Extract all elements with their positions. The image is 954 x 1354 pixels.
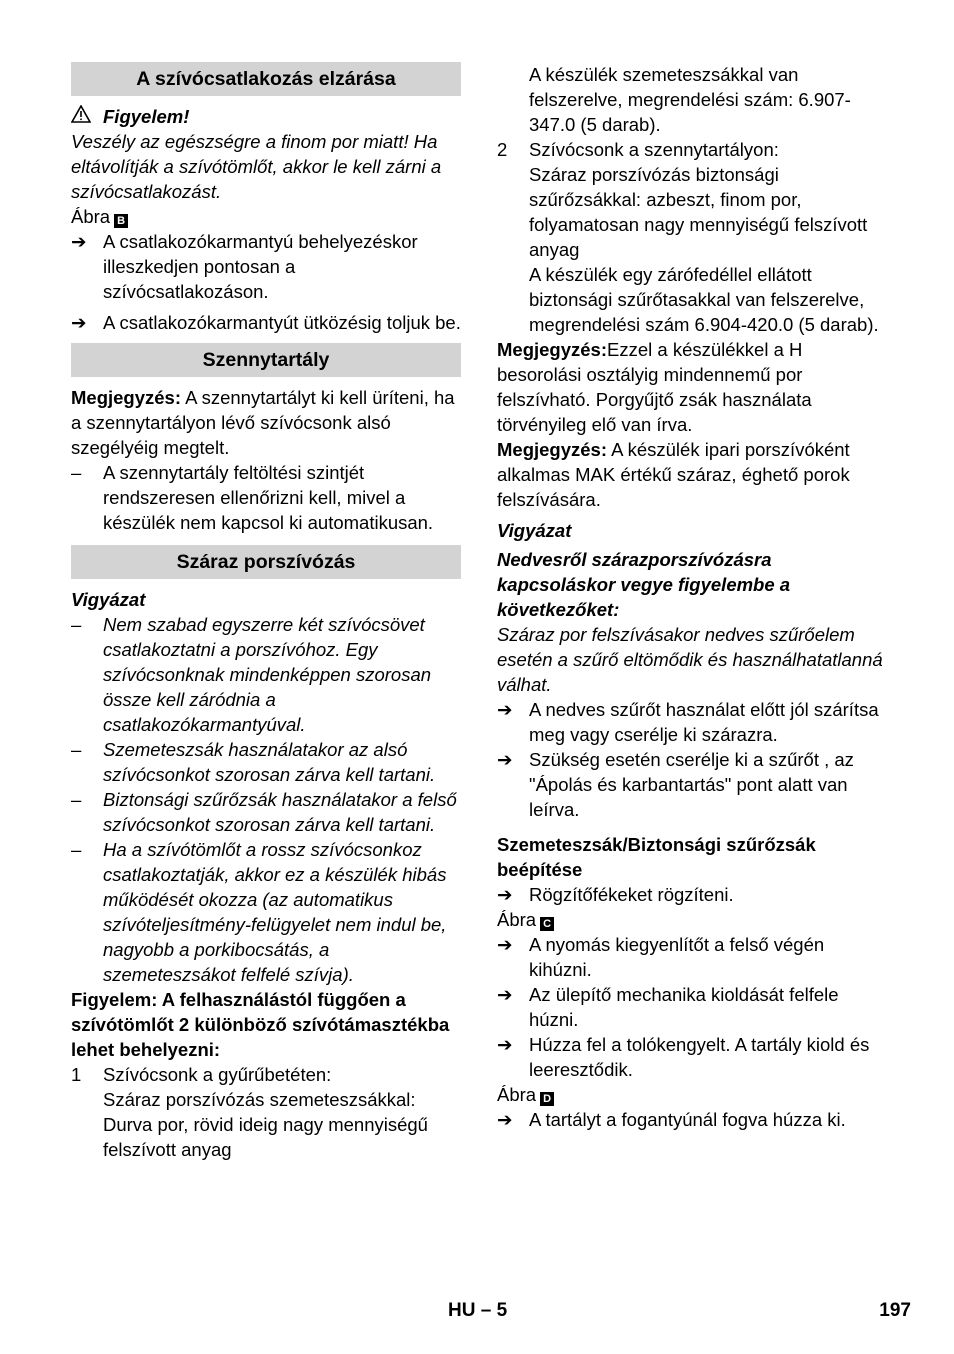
numbered-item-text: Száraz porszívózás szemeteszsákkal: Durva por, rövid ideig nagy mennyiségű felszívott anyag <box>103 1089 428 1160</box>
list-item: – Ha a szívótömlőt a rossz szívócsonkoz csatlakoztatják, akkor ez a készülék hibás működését okozza (az automatikus szívóteljesítmény-felügyelet nem indul be, nagyobb a porkibocsátás, a szemeteszsákot felfelé szívja). <box>71 839 447 985</box>
warning-text: Veszély az egészségre a finom por miatt! Ha eltávolítják a szívótömlőt, akkor le kell zárni a szívócsatlakozást. <box>71 131 442 202</box>
numbered-item: 2 Szívócsonk a szennytartályon: <box>497 139 779 160</box>
section-heading-dirt-tank: Szennytartály <box>71 343 461 377</box>
numbered-item-text: Száraz porszívózás biztonsági szűrőzsákkal: azbeszt, finom por, folyamatosan nagy mennyiségű felszívott anyag <box>529 164 868 260</box>
list-item: ➔ Az ülepítő mechanika kioldását felfele húzni. <box>497 984 839 1030</box>
dash-icon: – <box>71 739 82 760</box>
dash-icon: – <box>71 462 82 483</box>
continued-text: A készülék szemeteszsákkal van felszerelve, megrendelési szám: 6.907-347.0 (5 darab). <box>529 64 851 135</box>
caution-bold: Nedvesről szárazporszívózásra kapcsoláskor vegye figyelembe a következőket: <box>497 549 791 620</box>
list-item: – Nem szabad egyszerre két szívócsövet csatlakoztatni a porszívóhoz. Egy szívócsonknak mindenképpen szorosan össze kell záródnia a csatlakozókarmantyúval. <box>71 614 432 735</box>
warning-triangle-icon <box>71 105 91 123</box>
arrow-icon: ➔ <box>497 984 513 1005</box>
caution-title: Vigyázat <box>497 520 572 541</box>
footer-section-label: HU – 5 <box>448 1300 508 1321</box>
warning-title: Figyelem! <box>103 106 190 127</box>
list-item: ➔ A nyomás kiegyenlítőt a felső végén kihúzni. <box>497 934 825 980</box>
subheading-bag-install: Szemeteszsák/Biztonsági szűrőzsák beépítése <box>497 834 816 880</box>
caution-text: Száraz por felszívásakor nedves szűrőelem esetén a szűrő eltömődik és használhatatlanná válhat. <box>497 624 883 695</box>
figure-ref-b: Ábra B <box>71 204 461 229</box>
arrow-icon: ➔ <box>497 749 513 770</box>
figure-b-icon: B <box>114 214 128 228</box>
section-heading-suction-close: A szívócsatlakozás elzárása <box>71 62 461 96</box>
dash-icon: – <box>71 839 82 860</box>
arrow-icon: ➔ <box>497 1109 513 1130</box>
arrow-icon: ➔ <box>497 884 513 905</box>
arrow-icon: ➔ <box>71 231 87 252</box>
list-item: – A szennytartály feltöltési szintjét rendszeresen ellenőrizni kell, mivel a készülék nem kapcsol ki automatikusan. <box>71 462 434 533</box>
note-paragraph: Megjegyzés: A készülék ipari porszívóként alkalmas MAK értékű száraz, éghető porok felszívására. <box>497 439 850 510</box>
left-column <box>71 62 461 1162</box>
right-column <box>497 62 887 1132</box>
dash-icon: – <box>71 614 82 635</box>
list-item: ➔ Szükség esetén cserélje ki a szűrőt , az "Ápolás és karbantartás" pont alatt van leírva. <box>497 749 854 820</box>
arrow-icon: ➔ <box>497 1034 513 1055</box>
list-item: ➔ A tartályt a fogantyúnál fogva húzza ki. <box>497 1109 846 1130</box>
numbered-item: 1 Szívócsonk a gyűrűbetéten: <box>71 1064 332 1085</box>
arrow-icon: ➔ <box>497 934 513 955</box>
page-number: 197 <box>879 1300 911 1321</box>
section-heading-dry-vacuum: Száraz porszívózás <box>71 545 461 579</box>
numbered-item-text: A készülék egy zárófedéllel ellátott biztonsági szűrőtasakkal van felszerelve, megrendelési szám 6.904-420.0 (5 darab). <box>529 264 879 335</box>
list-item: ➔ A nedves szűrőt használat előtt jól szárítsa meg vagy cserélje ki szárazra. <box>497 699 879 745</box>
attention-paragraph: Figyelem: A felhasználástól függően a szívótömlőt 2 különböző szívótámasztékba lehet behelyezni: <box>71 989 450 1060</box>
arrow-icon: ➔ <box>497 699 513 720</box>
figure-ref-c: Ábra C <box>497 907 887 932</box>
list-item: ➔ A csatlakozókarmantyú behelyezéskor illeszkedjen pontosan a szívócsatlakozáson. <box>71 231 418 302</box>
list-item: ➔ Húzza fel a tolókengyelt. A tartály kiold és leeresztődik. <box>497 1034 870 1080</box>
figure-d-icon: D <box>540 1092 554 1106</box>
figure-ref-d: Ábra D <box>497 1082 887 1107</box>
dash-icon: – <box>71 789 82 810</box>
caution-title: Vigyázat <box>71 589 146 610</box>
list-item: ➔ A csatlakozókarmantyút ütközésig toljuk be. <box>71 312 461 333</box>
warning-icon <box>71 104 103 129</box>
list-item: – Biztonsági szűrőzsák használatakor a felső szívócsonkot szorosan zárva kell tartani. <box>71 789 457 835</box>
arrow-icon: ➔ <box>71 312 87 333</box>
list-item: ➔ Rögzítőfékeket rögzíteni. <box>497 884 734 905</box>
figure-c-icon: C <box>540 917 554 931</box>
list-item: – Szemeteszsák használatakor az alsó szívócsonkot szorosan zárva kell tartani. <box>71 739 436 785</box>
note-paragraph: Megjegyzés:Ezzel a készülékkel a H besorolási osztályig mindennemű por felszívható. Porgyűjtő zsák használata törvényileg elő van írva. <box>497 339 812 435</box>
note-paragraph: Megjegyzés: A szennytartályt ki kell üríteni, ha a szennytartályon lévő szívócsonk alsó szegélyéig megtelt. <box>71 387 455 458</box>
